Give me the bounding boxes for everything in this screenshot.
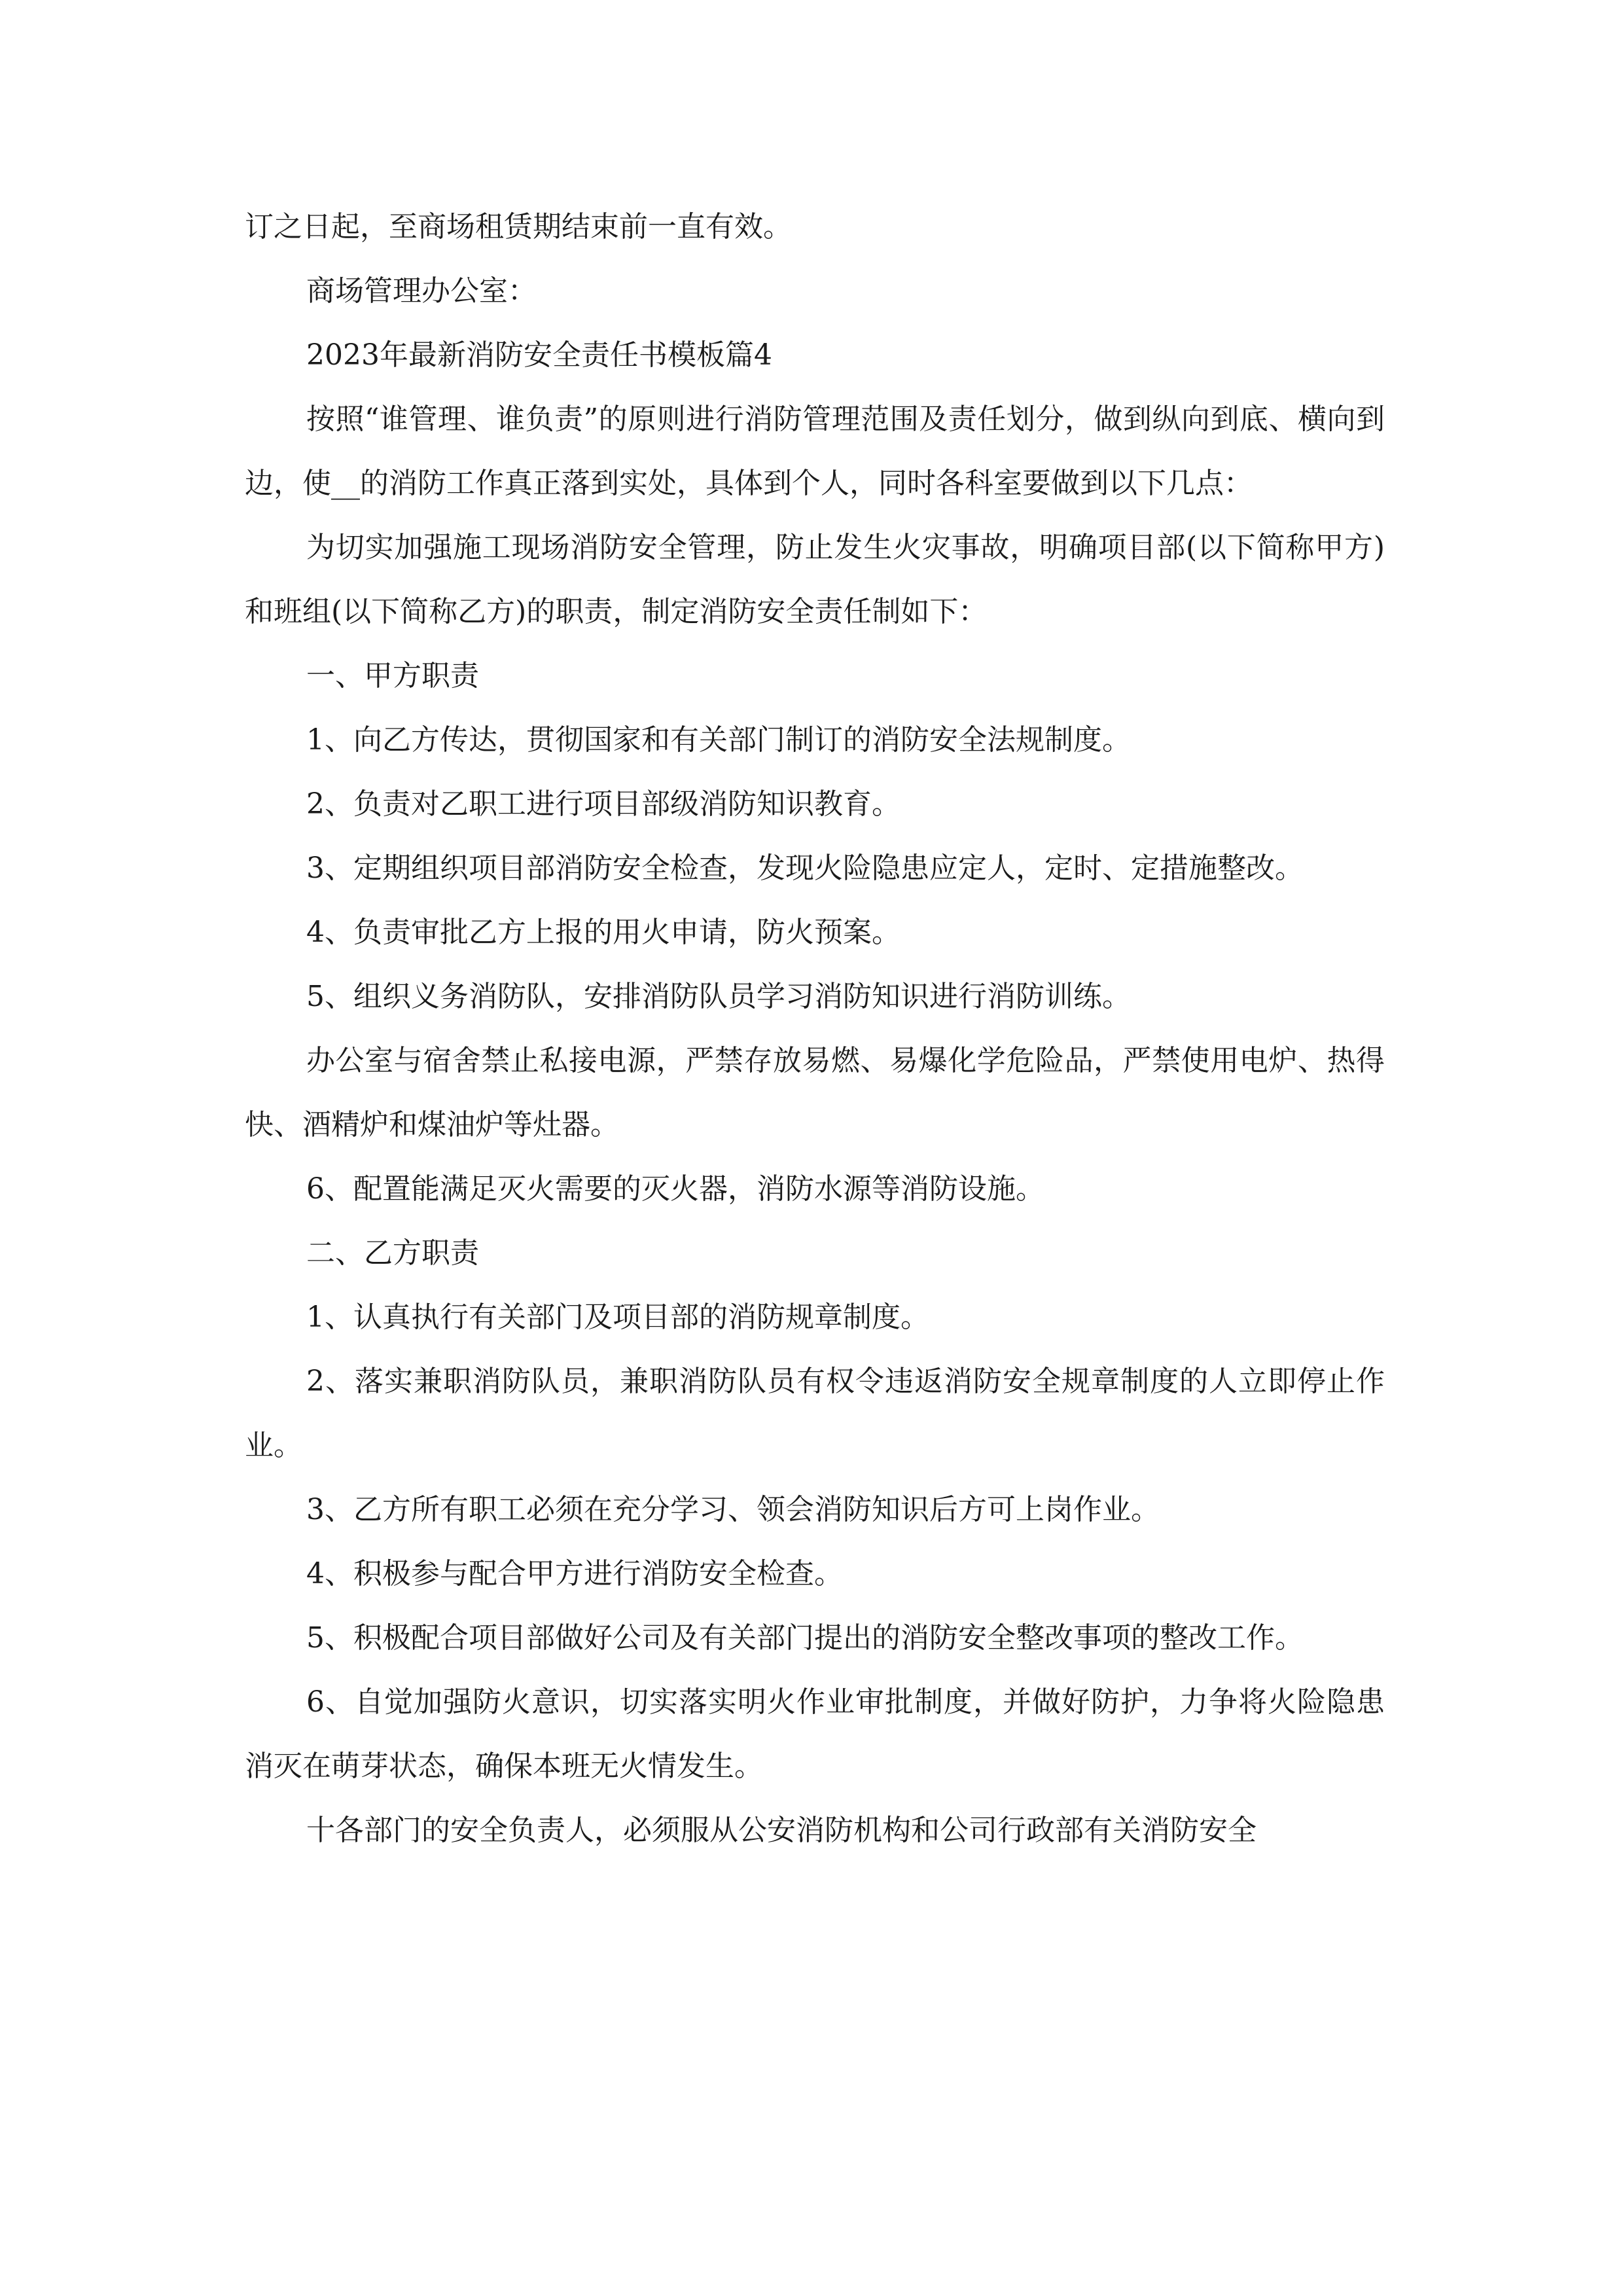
party-a-item-4: 4、负责审批乙方上报的用火申请，防火预案。 bbox=[306, 916, 901, 949]
paragraph-department-responsibility: 十各部门的安全负责人，必须服从公安消防机构和公司行政部有关消防安全 bbox=[306, 1814, 1257, 1847]
party-a-item-1: 1、向乙方传达，贯彻国家和有关部门制订的消防安全法规制度。 bbox=[306, 723, 1131, 757]
party-b-item-5: 5、积极配合项目部做好公司及有关部门提出的消防安全整改事项的整改工作。 bbox=[306, 1621, 1304, 1655]
party-a-item-6: 6、配置能满足灭火需要的灭火器，消防水源等消防设施。 bbox=[306, 1172, 1044, 1206]
paragraph-principle: 按照“谁管理、谁负责”的原则进行消防管理范围及责任划分，做到纵向到底、横向到边，使__的消防工作真正落到实处，具体到个人，同时各科室要做到以下几点： bbox=[245, 403, 1385, 500]
paragraph-office-rules: 办公室与宿舍禁止私接电源，严禁存放易燃、易爆化学危险品，严禁使用电炉、热得快、酒精炉和煤油炉等灶器。 bbox=[245, 1044, 1385, 1141]
party-b-item-6: 6、自觉加强防火意识，切实落实明火作业审批制度，并做好防护，力争将火险隐患消灭在萌芽状态，确保本班无火情发生。 bbox=[245, 1685, 1385, 1783]
heading-party-b-duties: 二、乙方职责 bbox=[306, 1236, 479, 1270]
party-b-item-4: 4、积极参与配合甲方进行消防安全检查。 bbox=[306, 1557, 843, 1590]
paragraph-intro: 为切实加强施工现场消防安全管理，防止发生火灾事故，明确项目部(以下简称甲方)和班组(以下简称乙方)的职责，制定消防安全责任制如下： bbox=[245, 531, 1385, 628]
document-body bbox=[245, 195, 1385, 1863]
party-b-item-2: 2、落实兼职消防队员，兼职消防队员有权令违返消防安全规章制度的人立即停止作业。 bbox=[245, 1365, 1385, 1462]
paragraph-continuation: 订之日起，至商场租赁期结束前一直有效。 bbox=[245, 210, 792, 243]
heading-party-a-duties: 一、甲方职责 bbox=[306, 659, 479, 692]
party-a-item-2: 2、负责对乙职工进行项目部级消防知识教育。 bbox=[306, 787, 901, 821]
section-heading: 2023年最新消防安全责任书模板篇4 bbox=[306, 338, 772, 372]
party-a-item-5: 5、组织义务消防队，安排消防队员学习消防知识进行消防训练。 bbox=[306, 980, 1131, 1013]
party-a-item-3: 3、定期组织项目部消防安全检查，发现火险隐患应定人，定时、定措施整改。 bbox=[306, 852, 1304, 885]
party-b-item-1: 1、认真执行有关部门及项目部的消防规章制度。 bbox=[306, 1300, 929, 1334]
paragraph-signature-office: 商场管理办公室： bbox=[306, 274, 537, 308]
party-b-item-3: 3、乙方所有职工必须在充分学习、领会消防知识后方可上岗作业。 bbox=[306, 1493, 1160, 1526]
